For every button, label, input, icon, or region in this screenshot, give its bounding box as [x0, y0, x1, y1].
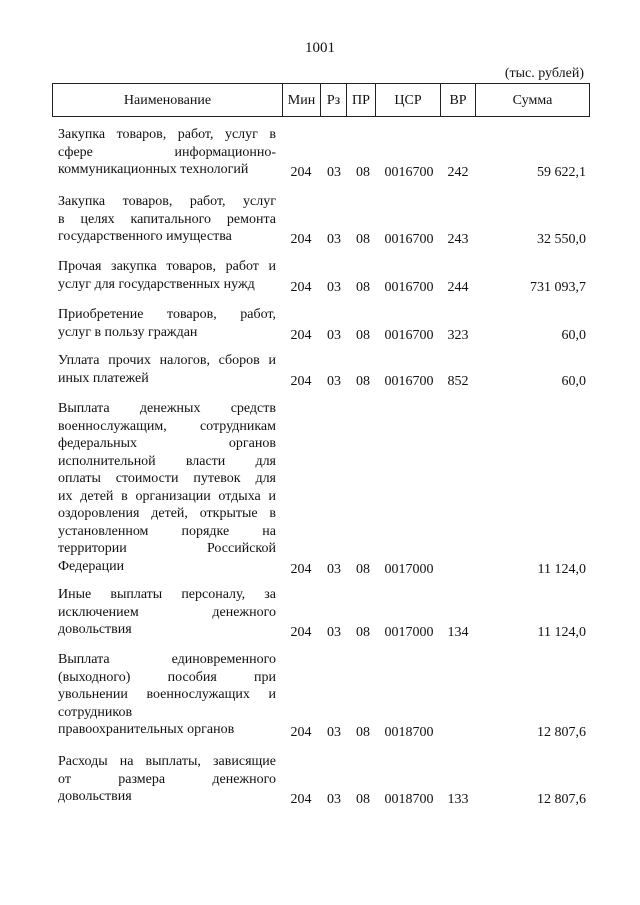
- row-name-line: оплаты стоимости путевок для: [58, 471, 276, 486]
- row-name-line: в целях капитального ремонта: [58, 211, 276, 227]
- row-rz: 03: [327, 327, 341, 343]
- row-sum: 60,0: [561, 373, 586, 389]
- row-name-line: государственного имущества: [58, 229, 232, 244]
- row-csr: 0018700: [384, 792, 434, 807]
- row-name-line: Федерации: [58, 558, 125, 574]
- row-name: [58, 753, 276, 806]
- row-name-line: федеральных органов: [58, 436, 276, 451]
- row-min: 204: [290, 792, 312, 807]
- row-csr: 0018700: [384, 725, 434, 740]
- row-name-line: Закупка товаров, работ, услуг: [58, 194, 276, 209]
- row-name-line: услуг для государственных нужд: [58, 276, 255, 292]
- row-name-line: исключением денежного: [58, 604, 276, 620]
- row-pr: 08: [356, 279, 370, 295]
- row-sum: 12 807,6: [537, 792, 586, 807]
- row-rz: 03: [327, 165, 341, 180]
- row-pr: 08: [356, 792, 370, 807]
- row-min: 204: [290, 725, 312, 740]
- page-number: 1001: [305, 40, 335, 56]
- row-name-line: Выплата единовременного: [58, 652, 276, 667]
- row-name-line: довольствия: [58, 789, 132, 804]
- row-name-line: коммуникационных технологий: [58, 162, 249, 177]
- row-pr: 08: [356, 561, 370, 577]
- header-sum: Сумма: [512, 93, 553, 108]
- row-vr: 323: [447, 327, 469, 343]
- row-name-line: Закупка товаров, работ, услуг в: [58, 127, 276, 142]
- row-name: [58, 586, 276, 639]
- row-pr: 08: [356, 625, 370, 640]
- row-name-line: Прочая закупка товаров, работ и: [58, 259, 276, 274]
- row-sum: 731 093,7: [530, 279, 586, 295]
- row-vr: 852: [447, 373, 469, 389]
- row-name-line: Расходы на выплаты, зависящие: [58, 754, 276, 769]
- row-sum: 12 807,6: [537, 725, 586, 740]
- row-name-line: довольствия: [58, 622, 132, 637]
- row-name-line: увольнении военнослужащих и: [58, 687, 276, 702]
- row-pr: 08: [356, 373, 370, 389]
- row-min: 204: [290, 165, 312, 180]
- row-vr: 243: [447, 232, 469, 247]
- row-csr: 0016700: [384, 279, 434, 295]
- row-name: [58, 193, 276, 246]
- row-name-line: военнослужащим, сотрудникам: [58, 418, 276, 434]
- row-name-line: Приобретение товаров, работ,: [58, 307, 276, 322]
- table-header: [52, 83, 590, 117]
- units-label: (тыс. рублей): [504, 66, 584, 81]
- row-name-line: оздоровления детей, открытые в: [58, 506, 276, 521]
- row-rz: 03: [327, 232, 341, 247]
- row-sum: 32 550,0: [537, 232, 586, 247]
- row-csr: 0016700: [384, 232, 434, 247]
- row-name-line: иных платежей: [58, 370, 149, 386]
- row-name-line: исполнительной власти для: [58, 453, 276, 469]
- row-name: [58, 352, 276, 387]
- header-rz: Рз: [326, 93, 341, 108]
- header-name: Наименование: [123, 93, 212, 108]
- row-name-line: от размера денежного: [58, 771, 276, 787]
- row-csr: 0016700: [384, 327, 434, 343]
- header-vr: ВР: [449, 93, 467, 108]
- header-min: Мин: [287, 93, 316, 108]
- row-name-line: сотрудников: [58, 704, 133, 720]
- row-rz: 03: [327, 561, 341, 577]
- row-min: 204: [290, 373, 312, 389]
- row-name: [58, 651, 276, 739]
- row-name-line: их детей в организации отдыха и: [58, 488, 276, 504]
- row-sum: 60,0: [561, 327, 586, 343]
- header-csr: ЦСР: [394, 93, 422, 108]
- row-min: 204: [290, 232, 312, 247]
- row-sum: 11 124,0: [537, 625, 586, 640]
- row-sum: 59 622,1: [537, 165, 586, 180]
- row-name: [58, 126, 276, 179]
- row-min: 204: [290, 327, 312, 343]
- row-name-line: установленном порядке на: [58, 523, 276, 539]
- row-pr: 08: [356, 725, 370, 740]
- row-name-line: Иные выплаты персоналу, за: [58, 587, 276, 602]
- row-min: 204: [290, 561, 312, 577]
- row-csr: 0017000: [384, 561, 434, 577]
- row-rz: 03: [327, 279, 341, 295]
- row-rz: 03: [327, 373, 341, 389]
- row-vr: 244: [447, 279, 469, 295]
- row-min: 204: [290, 625, 312, 640]
- row-csr: 0016700: [384, 373, 434, 389]
- row-csr: 0017000: [384, 625, 434, 640]
- row-pr: 08: [356, 165, 370, 180]
- row-name-line: Уплата прочих налогов, сборов и: [58, 353, 276, 368]
- row-vr: 242: [447, 165, 469, 180]
- row-rz: 03: [327, 792, 341, 807]
- row-name-line: сфере информационно-: [58, 144, 276, 160]
- row-min: 204: [290, 279, 312, 295]
- row-name-line: услуг в пользу граждан: [58, 324, 198, 340]
- row-vr: 134: [447, 625, 469, 640]
- row-vr: 133: [447, 792, 469, 807]
- row-name-line: территории Российской: [58, 541, 276, 556]
- header-pr: ПР: [352, 93, 370, 108]
- row-rz: 03: [327, 625, 341, 640]
- row-name-line: (выходного) пособия при: [58, 669, 276, 685]
- row-name: [58, 306, 276, 341]
- row-pr: 08: [356, 327, 370, 343]
- row-rz: 03: [327, 725, 341, 740]
- row-csr: 0016700: [384, 165, 434, 180]
- row-name-line: Выплата денежных средств: [58, 401, 276, 416]
- row-sum: 11 124,0: [537, 561, 586, 577]
- row-name: [58, 400, 276, 575]
- row-name-line: правоохранительных органов: [58, 722, 235, 737]
- row-pr: 08: [356, 232, 370, 247]
- row-name: [58, 258, 276, 293]
